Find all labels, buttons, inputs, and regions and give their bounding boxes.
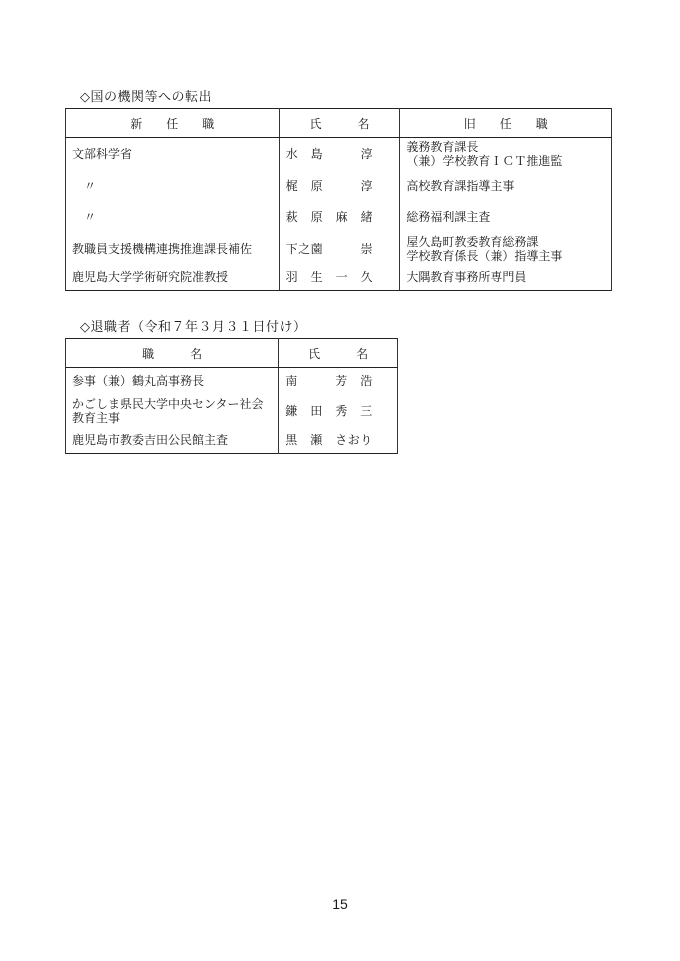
name-cell: 南 芳 浩 xyxy=(279,368,398,394)
name-cell: 羽 生 一 久 xyxy=(279,265,400,291)
name-cell: 水 島 淳 xyxy=(279,138,400,171)
old-post-cell: 義務教育課長 （兼）学校教育ＩＣＴ推進監 xyxy=(400,138,612,171)
transfer-table xyxy=(65,108,612,291)
old-post-cell: 総務福利課主査 xyxy=(400,202,612,233)
column-header-post: 職 名 xyxy=(66,339,279,368)
page-number: 15 xyxy=(332,896,348,912)
table-row xyxy=(66,394,398,428)
new-post-cell: 文部科学省 xyxy=(66,138,280,171)
column-header-old-post: 旧 任 職 xyxy=(400,109,612,138)
post-cell: かごしま県民大学中央センター社会 教育主事 xyxy=(66,394,279,428)
new-post-cell: 鹿児島大学学術研究院准教授 xyxy=(66,265,280,291)
name-cell: 黒 瀬 さおり xyxy=(279,428,398,454)
column-header-name: 氏 名 xyxy=(279,109,400,138)
name-cell: 萩 原 麻 緒 xyxy=(279,202,400,233)
name-cell: 梶 原 淳 xyxy=(279,171,400,202)
table-row xyxy=(66,265,612,291)
table-row xyxy=(66,428,398,454)
transfer-heading: ◇国の機関等への転出 xyxy=(80,90,212,105)
name-cell: 鎌 田 秀 三 xyxy=(279,394,398,428)
old-post-cell: 大隅教育事務所専門員 xyxy=(400,265,612,291)
old-post-cell: 高校教育課指導主事 xyxy=(400,171,612,202)
table-row xyxy=(66,233,612,265)
table-row xyxy=(66,171,612,202)
transfer-header-row xyxy=(66,109,612,138)
column-header-name: 氏 名 xyxy=(279,339,398,368)
name-cell: 下之薗 崇 xyxy=(279,233,400,265)
new-post-cell: 〃 xyxy=(66,171,280,202)
table-row xyxy=(66,138,612,171)
retirement-table xyxy=(65,338,398,454)
old-post-cell: 屋久島町教委教育総務課 学校教育係長（兼）指導主事 xyxy=(400,233,612,265)
post-cell: 参事（兼）鶴丸高事務長 xyxy=(66,368,279,394)
retirement-heading: ◇退職者（令和７年３月３１日付け） xyxy=(80,320,307,335)
table-row xyxy=(66,368,398,394)
post-cell: 鹿児島市教委吉田公民館主査 xyxy=(66,428,279,454)
table-row xyxy=(66,202,612,233)
new-post-cell: 〃 xyxy=(66,202,280,233)
new-post-cell: 教職員支援機構連携推進課長補佐 xyxy=(66,233,280,265)
retirement-header-row xyxy=(66,339,398,368)
column-header-new-post: 新 任 職 xyxy=(66,109,280,138)
